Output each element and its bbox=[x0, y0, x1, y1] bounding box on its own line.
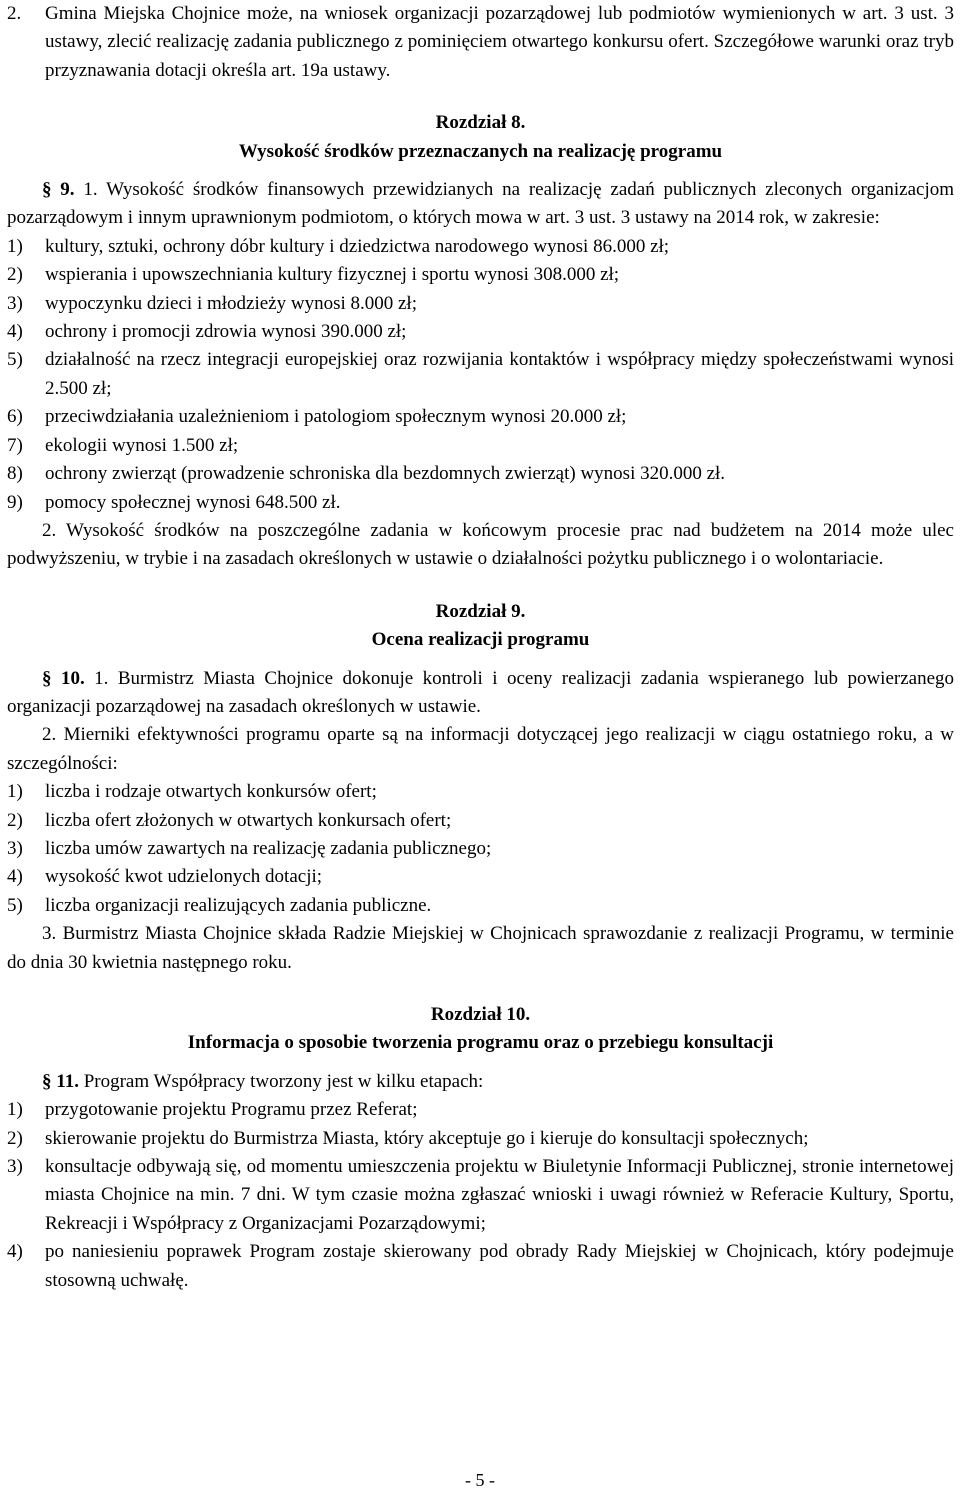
list-item: 1) liczba i rodzaje otwartych konkursów ofert; bbox=[7, 781, 377, 803]
list-item: 3) liczba umów zawartych na realizację zadania publicznego; bbox=[7, 837, 492, 859]
chapter-10-subtitle: Informacja o sposobie tworzenia programu oraz o przebiegu konsultacji bbox=[187, 1032, 774, 1054]
list-text: Gmina Miejska Chojnice może, na wniosek organizacji pozarządowej lub podmiotów wymienionych w art. 3 ust. 3 ustawy, zlecić realizację zadania publicznego z pominięciem otwartego konkursu ofert. Szczegółowe warunki oraz tryb przyznawania dotacji określa art. 19a ustawy. bbox=[45, 3, 954, 81]
list-item: 3) konsultacje odbywają się, od momentu umieszczenia projektu w Biuletynie Informacji Publicznej, stronie internetowej miasta Chojnice na min. 7 dni. W tym czasie można zgłaszać wnioski i uwagi również w Referacie Kultury, Sportu, Rekreacji i Współpracy z Organizacjami Pozarządowymi; bbox=[7, 1156, 954, 1234]
chapter-9-subtitle: Ocena realizacji programu bbox=[371, 629, 590, 651]
list-item: 4) wysokość kwot udzielonych dotacji; bbox=[7, 866, 323, 888]
section-symbol-9: § 9. bbox=[42, 179, 75, 201]
list-item: 1) przygotowanie projektu Programu przez Referat; bbox=[7, 1099, 418, 1121]
section-symbol-11: § 11. bbox=[42, 1070, 79, 1092]
chapter-10-title: Rozdział 10. bbox=[430, 1004, 531, 1025]
list-item: 9) pomocy społecznej wynosi 648.500 zł. bbox=[7, 491, 341, 513]
list-item: 4) po naniesieniu poprawek Program zostaje skierowany pod obrady Rady Miejskiej w Chojnicach, który podejmuje stosowną uchwałę. bbox=[7, 1241, 954, 1291]
list-item: 8) ochrony zwierząt (prowadzenie schroniska dla bezdomnych zwierząt) wynosi 320.000 zł. bbox=[7, 463, 726, 485]
list-item: 2) wspierania i upowszechniania kultury fizycznej i sportu wynosi 308.000 zł; bbox=[7, 264, 620, 286]
paragraph-10-1: § 10. 1. Burmistrz Miasta Chojnice dokonuje kontroli i oceny realizacji zadania wspieranego lub powierzanego organizacji pozarządowej na zasadach określonych w ustawie. bbox=[7, 667, 955, 717]
list-item: 3) wypoczynku dzieci i młodzieży wynosi 8.000 zł; bbox=[7, 292, 417, 314]
list-item: 2) skierowanie projektu do Burmistrza Miasta, który akceptuje go i kieruje do konsultacji społecznych; bbox=[7, 1127, 809, 1149]
list-item: 2) liczba ofert złożonych w otwartych konkursach ofert; bbox=[7, 809, 452, 831]
list-item: 1) kultury, sztuki, ochrony dóbr kultury i dziedzictwa narodowego wynosi 86.000 zł; bbox=[7, 235, 670, 257]
list-item: 5) liczba organizacji realizujących zadania publiczne. bbox=[7, 894, 432, 916]
list-item: 5) działalność na rzecz integracji europejskiej oraz rozwijania kontaktów i współpracy między społeczeństwami wynosi 2.500 zł; bbox=[7, 349, 954, 399]
page-number: - 5 - bbox=[465, 1470, 495, 1490]
funding-list bbox=[7, 233, 954, 517]
list-item: 4) ochrony i promocji zdrowia wynosi 390.000 zł; bbox=[7, 321, 407, 343]
chapter-8-title: Rozdział 8. bbox=[435, 112, 526, 134]
paragraph-9-2: 2. Wysokość środków na poszczególne zadania w końcowym procesie prac nad budżetem na 2014 może ulec podwyższeniu, w trybie i na zasadach określonych w ustawie o działalności pożytku publicznego i o wolontariacie. bbox=[7, 519, 954, 570]
chapter-8-subtitle: Wysokość środków przeznaczanych na realizację programu bbox=[238, 140, 723, 162]
metrics-list bbox=[7, 778, 954, 920]
paragraph-10-3: 3. Burmistrz Miasta Chojnice składa Radzie Miejskiej w Chojnicach sprawozdanie z realizacji Programu, w terminie do dnia 30 kwietnia następnego roku. bbox=[7, 923, 954, 973]
list-item: 7) ekologii wynosi 1.500 zł; bbox=[7, 434, 239, 456]
list-number: 2. bbox=[7, 3, 22, 24]
list-item: 6) przeciwdziałania uzależnieniom i patologiom społecznym wynosi 20.000 zł; bbox=[7, 406, 627, 428]
paragraph-11: § 11. Program Współpracy tworzony jest w kilku etapach: bbox=[42, 1070, 484, 1092]
stages-list bbox=[7, 1096, 954, 1295]
section-symbol-10: § 10. bbox=[42, 667, 85, 689]
paragraph-9-1: § 9. 1. Wysokość środków finansowych przewidzianych na realizację zadań publicznych zleconych organizacjom pozarządowym i innym uprawnionym podmiotom, o których mowa w art. 3 ust. 3 ustawy na 2014 rok, w zakresie: bbox=[7, 179, 955, 229]
chapter-9-title: Rozdział 9. bbox=[435, 600, 526, 622]
intro-item-2 bbox=[7, 0, 954, 85]
paragraph-10-2: 2. Mierniki efektywności programu oparte są na informacji dotyczącej jego realizacji w ciągu ostatniego roku, a w szczególności: bbox=[7, 724, 954, 774]
